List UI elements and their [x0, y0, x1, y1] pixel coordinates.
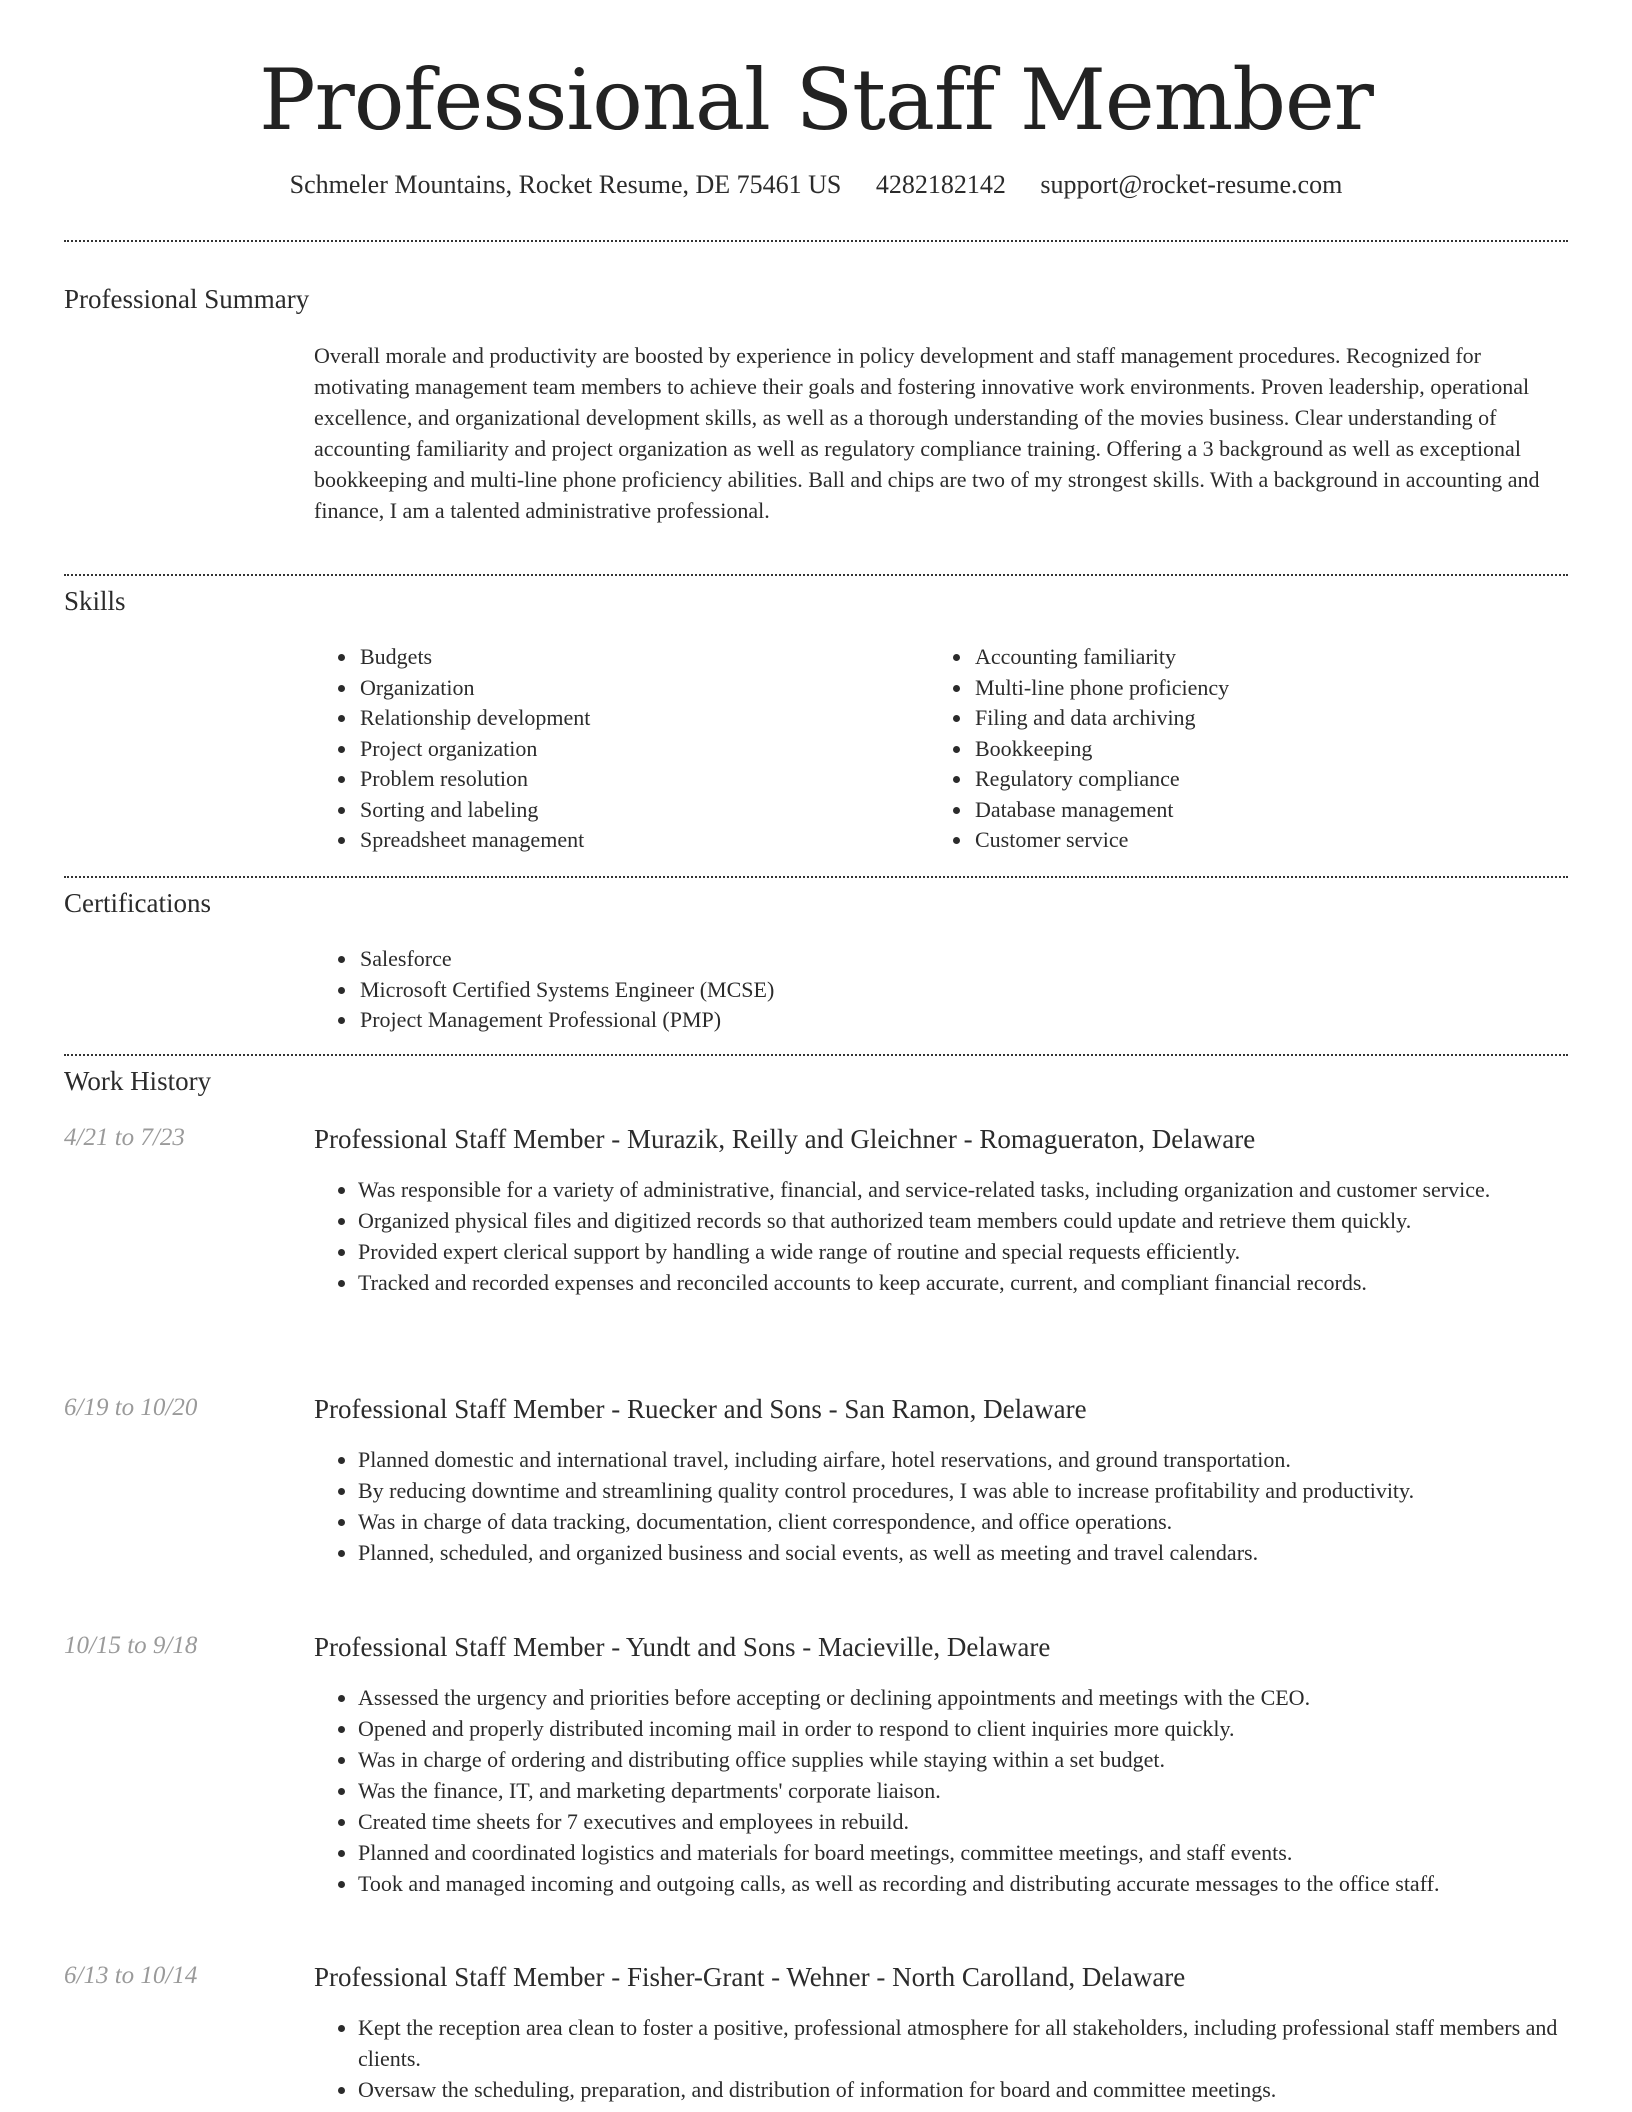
skill-item: • Sorting and labeling [358, 795, 590, 826]
job-bullet: • Provided expert clerical support by handling a wide range of routine and special requests efficiently. [358, 1236, 1590, 1267]
certification-item: • Project Management Professional (PMP) [358, 1005, 774, 1036]
skill-item: • Project organization [358, 734, 590, 765]
skill-item: • Accounting familiarity [973, 642, 1229, 673]
job-bullet: • Tracked and recorded expenses and reconciled accounts to keep accurate, current, and compliant financial records. [358, 1267, 1590, 1298]
job-bullet: • Organized physical files and digitized records so that authorized team members could update and retrieve them quickly. [358, 1205, 1590, 1236]
certification-item: • Microsoft Certified Systems Engineer (MCSE) [358, 975, 774, 1006]
job-bullet: • Was in charge of data tracking, documentation, client correspondence, and office operations. [358, 1506, 1590, 1537]
skill-item: • Budgets [358, 642, 590, 673]
job-bullet: • Oversaw the scheduling, preparation, and distribution of information for board and committee meetings. [358, 2074, 1590, 2105]
divider [64, 1054, 1568, 1056]
certifications-list [328, 944, 774, 1036]
skill-item: • Relationship development [358, 703, 590, 734]
job-bullet: • Kept the reception area clean to foster a positive, professional atmosphere for all stakeholders, including professional staff members and clients. [358, 2012, 1590, 2074]
job-title: Professional Staff Member - Fisher-Grant - Wehner - North Carolland, Delaware [314, 1962, 1186, 1992]
skill-item: • Regulatory compliance [973, 764, 1229, 795]
skill-item: • Database management [973, 795, 1229, 826]
job-bullet: • Planned and coordinated logistics and materials for board meetings, committee meetings, and staff events. [358, 1837, 1590, 1868]
contact-email[interactable]: support@rocket-resume.com [1040, 170, 1343, 199]
skills-list-left [328, 642, 590, 856]
job-title: Professional Staff Member - Yundt and Sons - Macieville, Delaware [314, 1632, 1051, 1662]
job-bullets [328, 1682, 1590, 1899]
skill-item: • Filing and data archiving [973, 703, 1229, 734]
summary-heading: Professional Summary [64, 284, 310, 314]
divider [64, 574, 1568, 576]
job-bullet: • Planned domestic and international travel, including airfare, hotel reservations, and ground transportation. [358, 1444, 1590, 1475]
job-dates: 10/15 to 9/18 [64, 1632, 198, 1659]
job-bullet: • Was in charge of ordering and distributing office supplies while staying within a set budget. [358, 1744, 1590, 1775]
job-title: Professional Staff Member - Ruecker and Sons - San Ramon, Delaware [314, 1394, 1087, 1424]
divider [64, 876, 1568, 878]
job-bullets [328, 1174, 1590, 1298]
job-title: Professional Staff Member - Murazik, Reilly and Gleichner - Romagueraton, Delaware [314, 1124, 1256, 1154]
job-bullet: • Opened and properly distributed incoming mail in order to respond to client inquiries more quickly. [358, 1713, 1590, 1744]
contact-address: Schmeler Mountains, Rocket Resume, DE 75461 US [289, 170, 842, 199]
certification-item: • Salesforce [358, 944, 774, 975]
job-bullet: • By reducing downtime and streamlining quality control procedures, I was able to increase profitability and productivity. [358, 1475, 1590, 1506]
skill-item: • Spreadsheet management [358, 825, 590, 856]
work-history-heading: Work History [64, 1066, 212, 1096]
job-bullets [328, 2012, 1590, 2105]
skill-item: • Organization [358, 673, 590, 704]
job-bullet: • Took and managed incoming and outgoing calls, as well as recording and distributing accurate messages to the office staff. [358, 1868, 1590, 1899]
skill-item: • Bookkeeping [973, 734, 1229, 765]
skills-list-right [943, 642, 1229, 856]
skill-item: • Multi-line phone proficiency [973, 673, 1229, 704]
skill-item: • Customer service [973, 825, 1229, 856]
contact-line [0, 170, 1632, 200]
job-bullet: • Assessed the urgency and priorities before accepting or declining appointments and meetings with the CEO. [358, 1682, 1590, 1713]
job-dates: 4/21 to 7/23 [64, 1124, 185, 1151]
skills-heading: Skills [64, 586, 126, 616]
resume-name: Professional Staff Member [259, 51, 1373, 149]
job-dates: 6/13 to 10/14 [64, 1962, 198, 1989]
job-bullets [328, 1444, 1590, 1568]
summary-text: Overall morale and productivity are boosted by experience in policy development and staff management procedures. Recognized for motivating management team members to achieve their goals and fostering innovative work environments. Proven leadership, operational excellence, and organizational development skills, as well as a thorough understanding of the movies business. Clear understanding of accounting familiarity and project organization as well as regulatory compliance training. Offering a 3 background as well as exceptional bookkeeping and multi-line phone proficiency abilities. Ball and chips are two of my strongest skills. With a background in accounting and finance, I am a talented administrative professional. [314, 343, 1540, 523]
job-bullet: • Created time sheets for 7 executives and employees in rebuild. [358, 1806, 1590, 1837]
job-bullet: • Was responsible for a variety of administrative, financial, and service-related tasks, including organization and customer service. [358, 1174, 1590, 1205]
job-dates: 6/19 to 10/20 [64, 1394, 198, 1421]
job-bullet: • Was the finance, IT, and marketing departments' corporate liaison. [358, 1775, 1590, 1806]
skill-item: • Problem resolution [358, 764, 590, 795]
job-bullet: • Planned, scheduled, and organized business and social events, as well as meeting and travel calendars. [358, 1537, 1590, 1568]
certifications-heading: Certifications [64, 888, 211, 918]
contact-phone: 4282182142 [875, 170, 1006, 199]
divider [64, 240, 1568, 242]
